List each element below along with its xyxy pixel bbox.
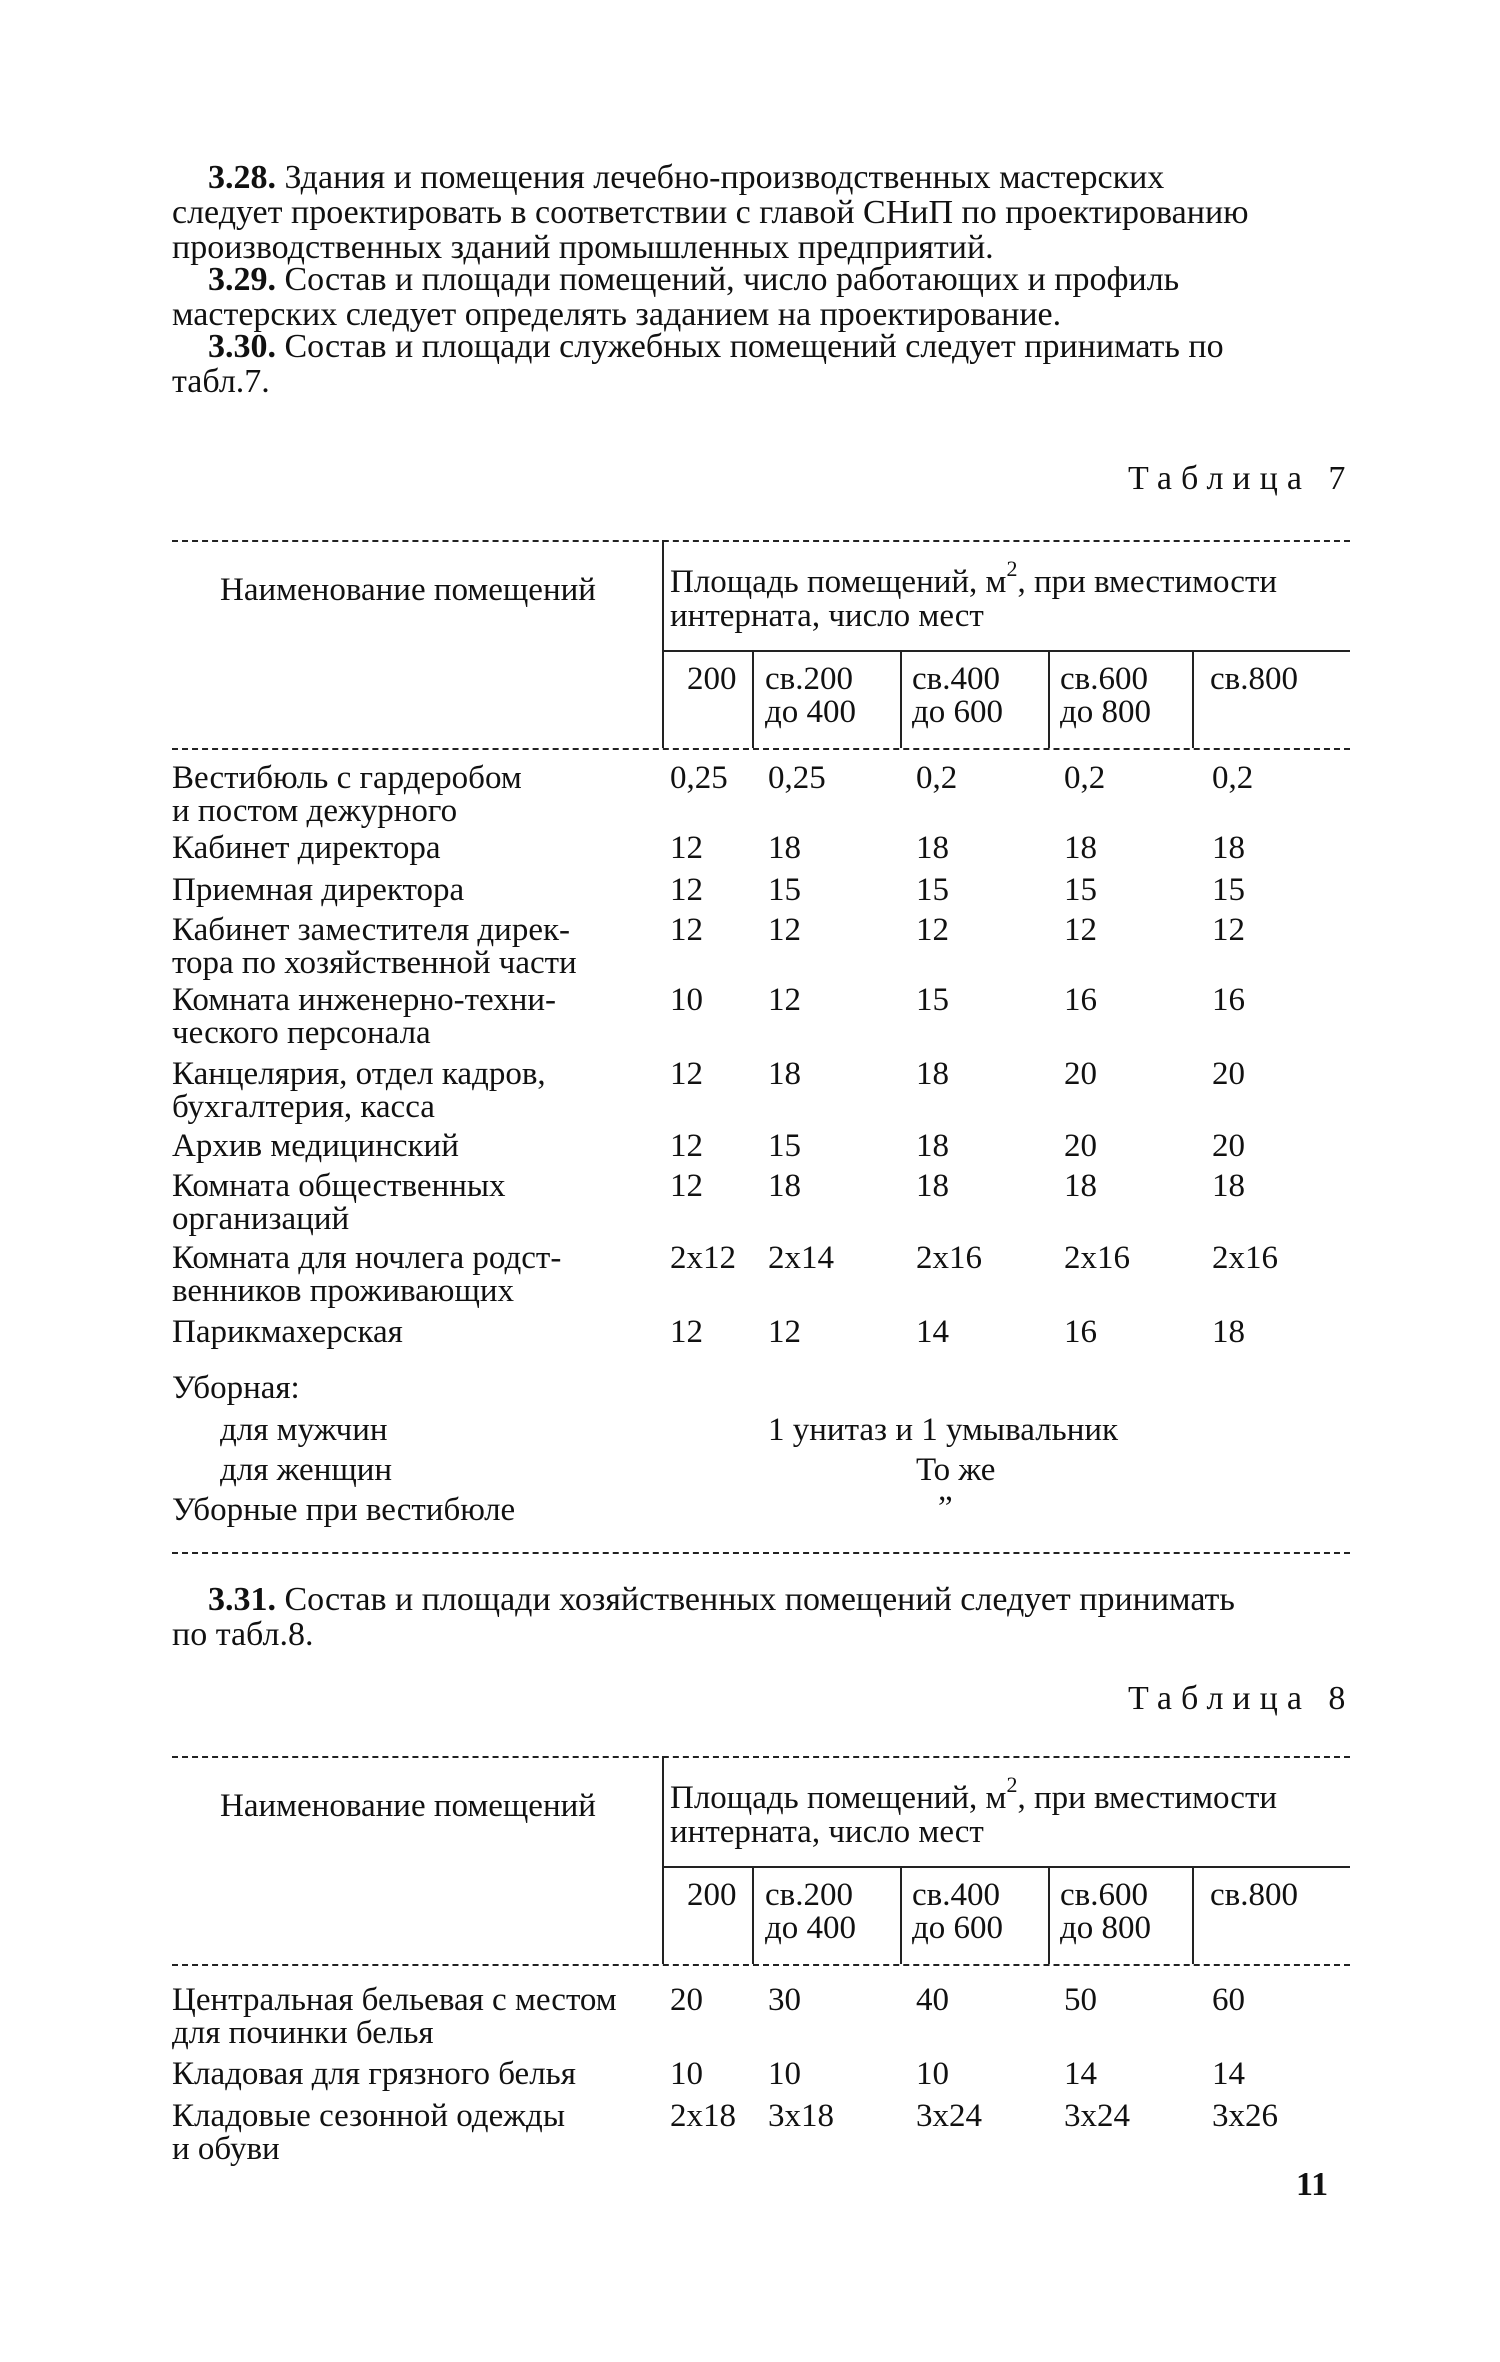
col-header-600-800-b: до 800 [1060,1910,1152,1946]
paragraph-line: производственных зданий промышленных предприятий. [172,229,994,266]
col-header-200: 200 [687,1877,737,1913]
table-8 [172,1756,1350,2186]
col-header-200-400: св.200 [765,1877,853,1913]
col-header-200-400: св.200 [765,661,853,697]
table-top-rule [172,1756,1350,1758]
table-cell: 15 [768,872,801,908]
table-7 [172,540,1350,1560]
table-cell: 12 [768,1314,801,1350]
col-header-600-800: св.600 [1060,1877,1148,1913]
col-header-400-600: св.400 [912,661,1000,697]
paragraph-3-28 [172,160,1350,265]
row-name-line: венников проживающих [172,1273,515,1309]
table-cell: 20 [1064,1128,1097,1164]
row-name-line: Центральная бельевая с местом [172,1982,617,2018]
row-name-line: Кладовая для грязного белья [172,2056,576,2092]
row-name-line: Кабинет директора [172,830,441,866]
header-bottom-rule [172,748,1350,750]
table-cell: 0,2 [916,760,958,796]
table-cell: 3x26 [1212,2098,1278,2134]
row-name-line: Приемная директора [172,872,465,908]
table-cell: 2x14 [768,1240,834,1276]
table-cell: 18 [768,1056,801,1092]
column-divider [1192,650,1194,748]
table-cell: 20 [670,1982,703,2018]
column-header-area-sub: интерната, число мест [670,1814,984,1850]
toilet-lobby: Уборные при вестибюле [172,1492,516,1528]
table-cell: 18 [1212,830,1245,866]
table-cell: 40 [916,1982,949,2018]
column-divider [1192,1866,1194,1964]
table-top-rule [172,540,1350,542]
table-cell: 12 [1212,912,1245,948]
col-header-600-800: св.600 [1060,661,1148,697]
table-cell: 18 [1212,1314,1245,1350]
table-cell: 18 [1064,1168,1097,1204]
header-bottom-rule [172,1964,1350,1966]
paragraph-3-31 [172,1582,1350,1652]
column-header-area-sub: интерната, число мест [670,598,984,634]
table-bottom-rule [172,1552,1350,1554]
table-cell: 60 [1212,1982,1245,2018]
table-cell: 12 [670,872,703,908]
table-cell: 15 [916,872,949,908]
toilet-men-value: 1 унитаз и 1 умывальник [768,1412,1119,1448]
row-name-line: Архив медицинский [172,1128,459,1164]
header-subrule [664,1866,1350,1868]
toilet-lobby-value: ” [938,1490,953,1526]
table-cell: 16 [1064,1314,1097,1350]
table-cell: 15 [916,982,949,1018]
table-cell: 15 [768,1128,801,1164]
paragraph-line: Состав и площади служебных помещений следует принимать по [284,328,1224,365]
row-name [172,832,692,865]
row-name [172,2058,692,2091]
row-name [172,1984,692,2050]
toilet-women: для женщин [220,1452,393,1488]
row-name-line: Вестибюль с гардеробом [172,760,522,796]
paragraph-line: мастерских следует определять заданием на проектирование. [172,296,1062,333]
row-name [172,1242,692,1308]
table-cell: 18 [916,1168,949,1204]
table-cell: 30 [768,1982,801,2018]
col-header-200-400-b: до 400 [765,694,857,730]
table-cell: 12 [916,912,949,948]
table-cell: 12 [670,912,703,948]
table-cell: 10 [670,2056,703,2092]
toilet-women-value: То же [916,1452,996,1488]
column-divider [752,1866,754,1964]
table-cell: 18 [916,830,949,866]
table-cell: 12 [670,1128,703,1164]
paragraph-3-29 [172,262,1350,332]
row-name [172,1130,692,1163]
paragraph-line: следует проектировать в соответствии с главой СНиП по проектированию [172,194,1249,231]
table-cell: 12 [670,1056,703,1092]
paragraph-number: 3.30. [208,328,276,365]
row-name-line: Парикмахерская [172,1314,403,1350]
toilet-title: Уборная: [172,1370,300,1406]
col-header-400-600-b: до 600 [912,1910,1004,1946]
col-header-600-800-b: до 800 [1060,694,1152,730]
table-cell: 18 [1064,830,1097,866]
paragraph-3-30 [172,329,1350,399]
table-cell: 0,25 [670,760,728,796]
column-header-area: Площадь помещений, $м^2$, при вместимости [670,1772,1278,1816]
paragraph-line: Здания и помещения лечебно-производственных мастерских [284,159,1165,196]
header-subrule [664,650,1350,652]
table-cell: 2x12 [670,1240,736,1276]
paragraph-line: Состав и площади помещений, число работающих и профиль [284,261,1180,298]
column-divider [752,650,754,748]
table-cell: 12 [670,830,703,866]
row-name-line: ческого персонала [172,1015,431,1051]
table-cell: 2x16 [916,1240,982,1276]
table-cell: 2x16 [1212,1240,1278,1276]
row-name-line: тора по хозяйственной части [172,945,577,981]
col-header-800: св.800 [1210,661,1298,697]
table-cell: 12 [768,912,801,948]
table-cell: 20 [1212,1056,1245,1092]
table-cell: 50 [1064,1982,1097,2018]
table-cell: 20 [1064,1056,1097,1092]
row-name-line: Канцелярия, отдел кадров, [172,1056,546,1092]
row-name-line: для починки белья [172,2015,434,2051]
column-header-area: Площадь помещений, $м^2$, при вместимости [670,556,1278,600]
row-name-line: бухгалтерия, касса [172,1089,435,1125]
row-name-line: Комната для ночлега родст- [172,1240,562,1276]
table-cell: 2x18 [670,2098,736,2134]
paragraph-line: по табл.8. [172,1616,314,1653]
table-cell: 10 [916,2056,949,2092]
col-header-400-600: св.400 [912,1877,1000,1913]
table-cell: 14 [1212,2056,1245,2092]
column-divider [1048,1866,1050,1964]
row-name-line: организаций [172,1201,350,1237]
row-name-line: Комната общественных [172,1168,506,1204]
header-divider [662,540,664,748]
table-8-caption: Таблица 8 [1128,1680,1355,1717]
table-cell: 18 [768,830,801,866]
table-cell: 10 [670,982,703,1018]
row-name [172,1170,692,1236]
table-cell: 0,2 [1064,760,1106,796]
header-divider [662,1756,664,1964]
table-cell: 12 [670,1314,703,1350]
paragraph-number: 3.28. [208,159,276,196]
col-header-800: св.800 [1210,1877,1298,1913]
row-name-line: Кладовые сезонной одежды [172,2098,565,2134]
table-cell: 16 [1212,982,1245,1018]
table-cell: 18 [1212,1168,1245,1204]
row-name [172,914,692,980]
paragraph-line: табл.7. [172,363,270,400]
row-name [172,762,692,828]
paragraph-number: 3.31. [208,1581,276,1618]
table-cell: 18 [768,1168,801,1204]
paragraph-number: 3.29. [208,261,276,298]
table-cell: 0,25 [768,760,826,796]
table-cell: 0,2 [1212,760,1254,796]
col-header-200-400-b: до 400 [765,1910,857,1946]
table-cell: 15 [1064,872,1097,908]
table-cell: 16 [1064,982,1097,1018]
paragraph-line: Состав и площади хозяйственных помещений следует принимать [284,1581,1235,1618]
table-cell: 15 [1212,872,1245,908]
row-name [172,1316,692,1349]
row-name-line: и постом дежурного [172,793,458,829]
table-cell: 20 [1212,1128,1245,1164]
column-divider [900,650,902,748]
table-cell: 18 [916,1128,949,1164]
column-divider [900,1866,902,1964]
row-name-line: Кабинет заместителя дирек- [172,912,570,948]
table-cell: 3x24 [916,2098,982,2134]
row-name-line: Комната инженерно-техни- [172,982,557,1018]
row-name [172,2100,692,2166]
page-number: 11 [1296,2166,1329,2203]
table-cell: 14 [916,1314,949,1350]
table-7-caption: Таблица 7 [1128,460,1355,497]
table-cell: 2x16 [1064,1240,1130,1276]
table-cell: 3x18 [768,2098,834,2134]
table-cell: 18 [916,1056,949,1092]
table-cell: 12 [1064,912,1097,948]
table-cell: 3x24 [1064,2098,1130,2134]
table-cell: 14 [1064,2056,1097,2092]
column-header-name: Наименование помещений [220,572,596,608]
row-name [172,874,692,907]
column-divider [1048,650,1050,748]
col-header-400-600-b: до 600 [912,694,1004,730]
table-cell: 12 [670,1168,703,1204]
row-name-line: и обуви [172,2131,280,2167]
column-header-name: Наименование помещений [220,1788,596,1824]
table-cell: 10 [768,2056,801,2092]
col-header-200: 200 [687,661,737,697]
row-name [172,1058,692,1124]
table-cell: 12 [768,982,801,1018]
toilet-men: для мужчин [220,1412,388,1448]
row-name [172,984,692,1050]
